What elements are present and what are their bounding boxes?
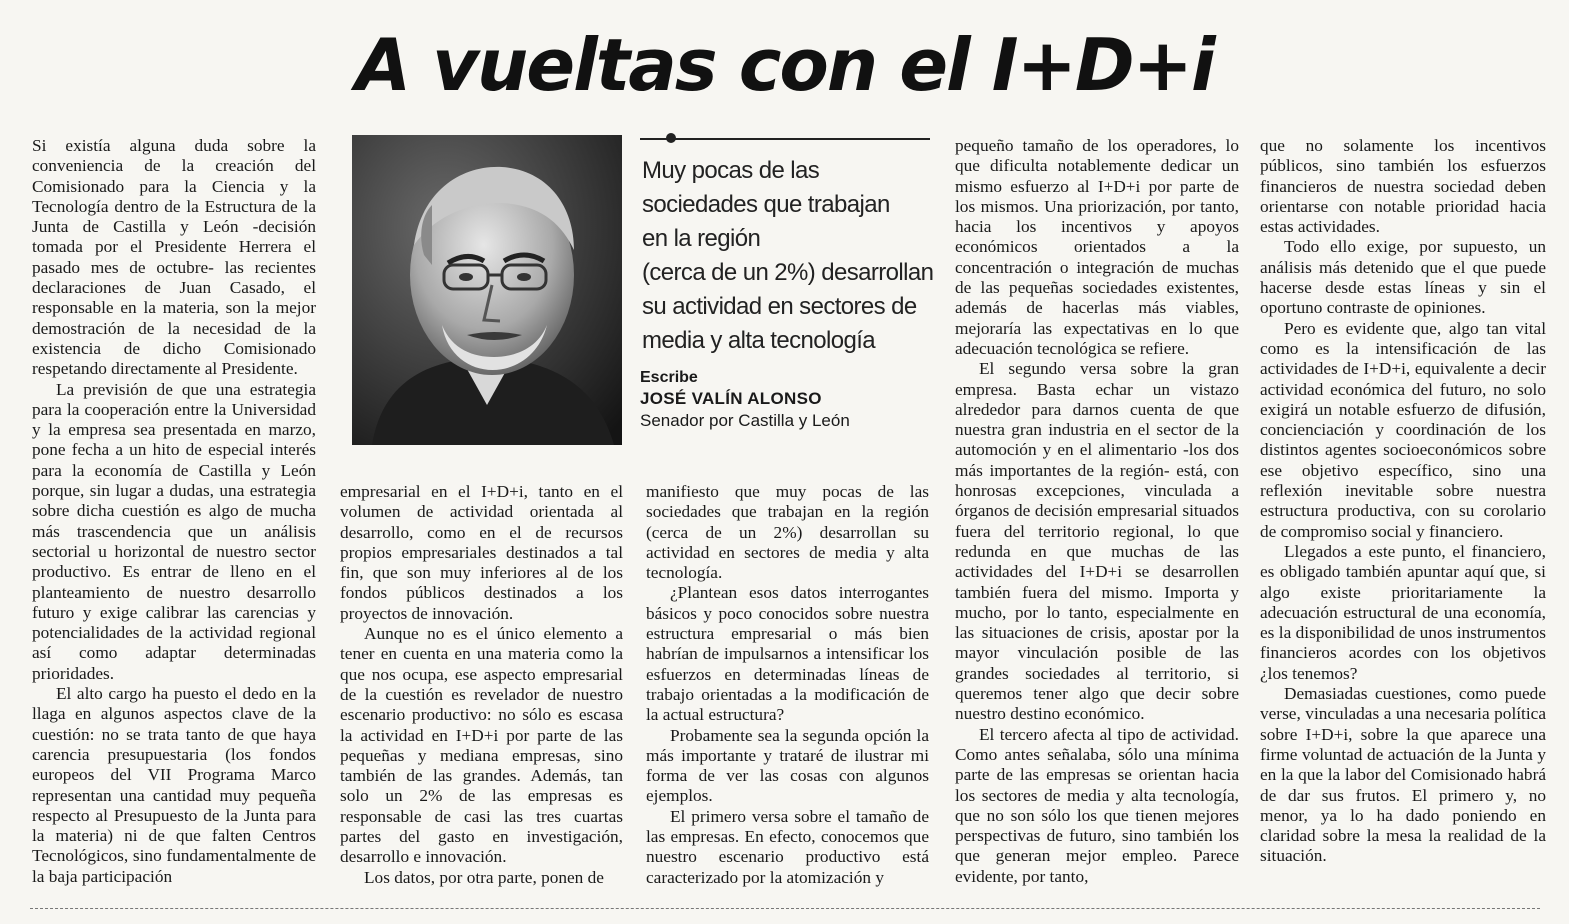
article-column-1: [32, 136, 316, 898]
paragraph: empresarial en el I+D+i, tanto en el volumen de actividad orientada al desarrollo, como en el de recursos propios empresariales destinados a tal fin, que son muy inferiores al de los fondos públicos destinados a los proyectos de innovación.: [340, 482, 623, 623]
byline-label: Escribe: [640, 369, 698, 386]
byline: [640, 368, 850, 432]
bullet-dot-icon: [666, 133, 676, 143]
paragraph: manifiesto que muy pocas de las sociedades que trabajan en la región (cerca de un 2%) desarrollan su actividad en sectores de media y alta tecnología.: [646, 482, 929, 583]
article-column-5: [1260, 136, 1546, 898]
headline: A vueltas con el I+D+i: [355, 23, 1214, 107]
paragraph: Todo ello exige, por supuesto, un análisis más detenido que el que puede hacerse desde estas líneas y sin el oportuno contraste de opiniones.: [1260, 237, 1546, 318]
author-photo: [352, 135, 622, 445]
pull-quote-line: en la región: [642, 225, 761, 252]
author-name: JOSÉ VALÍN ALONSO: [640, 389, 822, 408]
paragraph: pequeño tamaño de los operadores, lo que dificulta notablemente dedicar un mismo esfuerzo al I+D+i por parte de los mismos. Una priorización, por tanto, hacia los incentivos y apoyos económicos orientados a la concentración o integración de muchas de las pequeñas sociedades existentes, además de hacerlas más viables, mejoraría las expectativas en lo que adecuación tecnológica se refiere.: [955, 136, 1239, 358]
author-role: Senador por Castilla y León: [640, 411, 850, 430]
paragraph: El alto cargo ha puesto el dedo en la llaga en algunos aspectos clave de la cuestión: no se trata tanto de que haya carencia presupuestaria (los fondos europeos del VII Programa Marco representan una cantidad muy pequeña respecto al Presupuesto de la Junta para la materia) ni de que falten Centros Tecnológicos, sino fundamentalmente de la baja participación: [32, 684, 316, 886]
pull-quote-line: media y alta tecnología: [642, 327, 876, 354]
pull-quote-line: (cerca de un 2%) desarrollan: [642, 259, 934, 286]
paragraph: Aunque no es el único elemento a tener en cuenta en una materia como la que nos ocupa, ese aspecto empresarial de la cuestión es revelador de nuestro escenario productivo: no sólo es escasa la actividad en I+D+i por parte de las pequeñas y mediana empresas, sino también de las grandes. Además, tan solo un 2% de las empresas es responsable de casi las tres cuartas partes del gasto en investigación, desarrollo e innovación.: [340, 624, 623, 867]
paragraph: Los datos, por otra parte, ponen de: [364, 867, 604, 887]
article-column-4: [955, 136, 1239, 898]
paragraph: La previsión de que una estrategia para la cooperación entre la Universidad y la empresa sea presentada en marzo, pone fecha a un hito de especial interés para la economía de Castilla y León porque, sin lugar a dudas, una estrategia sobre dicha cuestión es algo de mucha más trascendencia que un análisis sectorial u horizontal de nuestro sector productivo. Es entrar de lleno en el planteamiento de nuestro desarrollo futuro y exige calibrar las carencias y potencialidades de la actividad regional así como adaptar determinadas prioridades.: [32, 379, 316, 683]
pull-quote-line: Muy pocas de las: [642, 157, 820, 184]
pull-quote-box: [640, 130, 934, 450]
paragraph: ¿Plantean esos datos interrogantes básicos y poco conocidos sobre nuestra estructura empresarial o más bien habrían de impulsarnos a intensificar los esfuerzos en determinadas líneas de trabajo orientadas a la modificación de la actual estructura?: [646, 583, 929, 725]
paragraph: El primero versa sobre el tamaño de las empresas. En efecto, conocemos que nuestro escenario productivo está caracterizado por la atomización y: [646, 806, 929, 887]
pull-quote-line: sociedades que trabajan: [642, 191, 890, 218]
divider: [640, 138, 930, 140]
pull-quote: [642, 154, 932, 358]
paragraph: El tercero afecta al tipo de actividad. Como antes señalaba, sólo una mínima parte de las empresas se orientan hacia los sectores de media y alta tecnología, que no son sólo los que tienen mejores perspectivas de futuro, sino también los que generan mejor empleo. Parece evidente, por tanto,: [955, 724, 1239, 886]
paragraph: Pero es evidente que, algo tan vital como es la intensificación de las actividades de I+D+i, equivalente a decir actividad económica del futuro, no solo exigirá un notable esfuerzo de difusión, concienciación y coordinación de los distintos agentes socioeconómicos sobre ese objetivo específico, sino una reflexión inevitable sobre nuestra estructura productiva, con su corolario de compromiso social y financiero.: [1260, 318, 1546, 541]
paragraph: Probamente sea la segunda opción la más importante y trataré de ilustrar mi forma de ver las cosas con algunos ejemplos.: [646, 725, 929, 806]
paragraph: El segundo versa sobre la gran empresa. Basta echar un vistazo alrededor para darnos cuenta de que nuestra gran industria en el sector de la automoción y en el alimentario -los dos más importantes de la región- está, con honrosas excepciones, vinculada a órganos de decisión empresarial situados fuera del territorio regional, lo que redunda en que muchas de las actividades del I+D+i se desarrollen también fuera del mismo. Importa y mucho, por lo tanto, especialmente en las situaciones de crisis, apostar por la mayor vinculación posible de las grandes sociedades al territorio, si queremos tener algo que decir sobre nuestro destino económico.: [955, 359, 1239, 724]
paragraph: Si existía alguna duda sobre la conveniencia de la creación del Comisionado para la Ciencia y la Tecnología dentro de la Estructura de la Junta de Castilla y León -decisión tomada por el Presidente Herrera el pasado mes de octubre- las recientes declaraciones de Juan Casado, el responsable en la materia, son la mejor demostración de la necesidad de la existencia de dicho Comisionado respetando directamente al Presidente.: [32, 136, 316, 379]
bottom-divider: [30, 908, 1540, 909]
article-column-2: [340, 482, 623, 898]
portrait-illustration: [352, 135, 622, 445]
pull-quote-line: su actividad en sectores de: [642, 293, 917, 320]
paragraph: que no solamente los incentivos públicos, sino también los esfuerzos financieros de nuestra sociedad deben orientarse con notable prioridad hacia estas actividades.: [1260, 136, 1546, 237]
paragraph: Demasiadas cuestiones, como puede verse, vinculadas a una necesaria política sobre I+D+i, sobre la que aparece una firme voluntad de actuación de la Junta y en la que la labor del Comisionado habrá de dar sus frutos. El primero y, no menor, ya lo ha dado poniendo en claridad sobre la mesa la realidad de la situación.: [1260, 684, 1546, 866]
article-column-3: [646, 482, 929, 898]
paragraph: Llegados a este punto, el financiero, es obligado también apuntar aquí que, si algo existe prioritariamente la adecuación estructural de una economía, es la disponibilidad de unos instrumentos financieros acordes con los objetivos ¿los tenemos?: [1260, 541, 1546, 683]
